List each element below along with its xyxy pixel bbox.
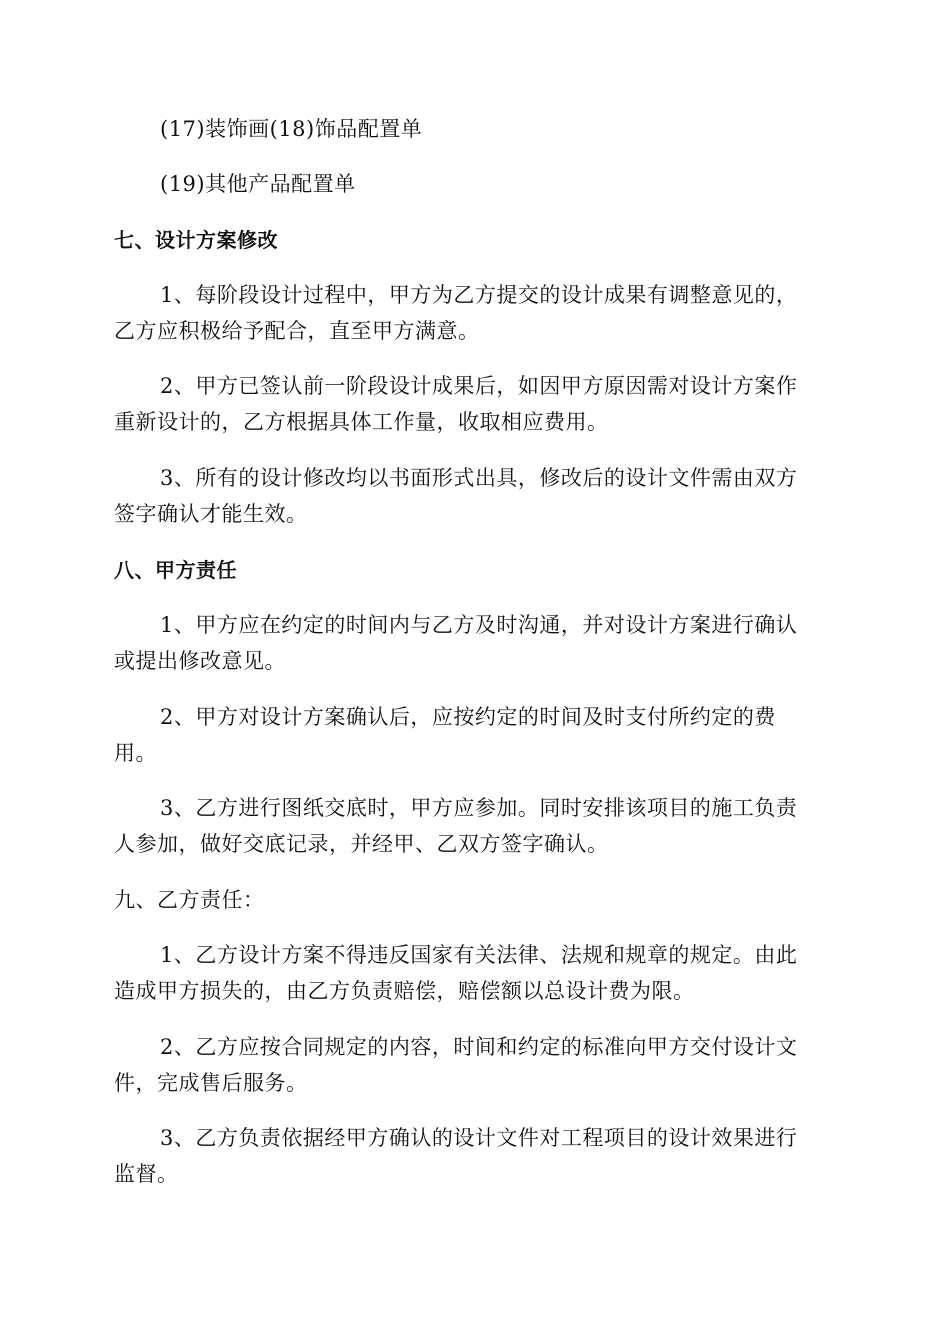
paragraph-line: 用。 bbox=[114, 741, 157, 765]
paragraph-line: 3、乙方负责依据经甲方确认的设计文件对工程项目的设计效果进行 bbox=[160, 1126, 798, 1150]
paragraph-line: 1、乙方设计方案不得违反国家有关法律、法规和规章的规定。由此 bbox=[160, 943, 798, 967]
paragraph-line: 或提出修改意见。 bbox=[114, 649, 286, 673]
paragraph-line: 件，完成售后服务。 bbox=[114, 1071, 308, 1095]
paragraph-line: 1、甲方应在约定的时间内与乙方及时沟通，并对设计方案进行确认 bbox=[160, 613, 798, 637]
paragraph-line: 3、乙方进行图纸交底时，甲方应参加。同时安排该项目的施工负责 bbox=[160, 796, 798, 820]
list-item-17-18: (17)装饰画(18)饰品配置单 bbox=[160, 117, 423, 141]
paragraph-line: 造成甲方损失的，由乙方负责赔偿，赔偿额以总设计费为限。 bbox=[114, 979, 695, 1003]
paragraph-line: 重新设计的，乙方根据具体工作量，收取相应费用。 bbox=[114, 410, 609, 434]
section-heading-9: 九、乙方责任： bbox=[114, 888, 265, 912]
list-item-19: (19)其他产品配置单 bbox=[160, 172, 356, 196]
section-heading-8: 八、甲方责任 bbox=[114, 558, 237, 582]
paragraph-line: 签字确认才能生效。 bbox=[114, 502, 308, 526]
paragraph-line: 2、甲方已签认前一阶段设计成果后，如因甲方原因需对设计方案作 bbox=[160, 374, 798, 398]
paragraph-line: 3、所有的设计修改均以书面形式出具，修改后的设计文件需由双方 bbox=[160, 466, 798, 490]
paragraph-line: 监督。 bbox=[114, 1162, 179, 1186]
section-heading-7: 七、设计方案修改 bbox=[114, 228, 278, 252]
paragraph-line: 1、每阶段设计过程中，甲方为乙方提交的设计成果有调整意见的， bbox=[160, 283, 798, 307]
paragraph-line: 2、甲方对设计方案确认后，应按约定的时间及时支付所约定的费 bbox=[160, 705, 776, 729]
paragraph-line: 乙方应积极给予配合，直至甲方满意。 bbox=[114, 319, 480, 343]
paragraph-line: 2、乙方应按合同规定的内容，时间和约定的标准向甲方交付设计文 bbox=[160, 1035, 798, 1059]
paragraph-line: 人参加，做好交底记录，并经甲、乙双方签字确认。 bbox=[114, 832, 609, 856]
